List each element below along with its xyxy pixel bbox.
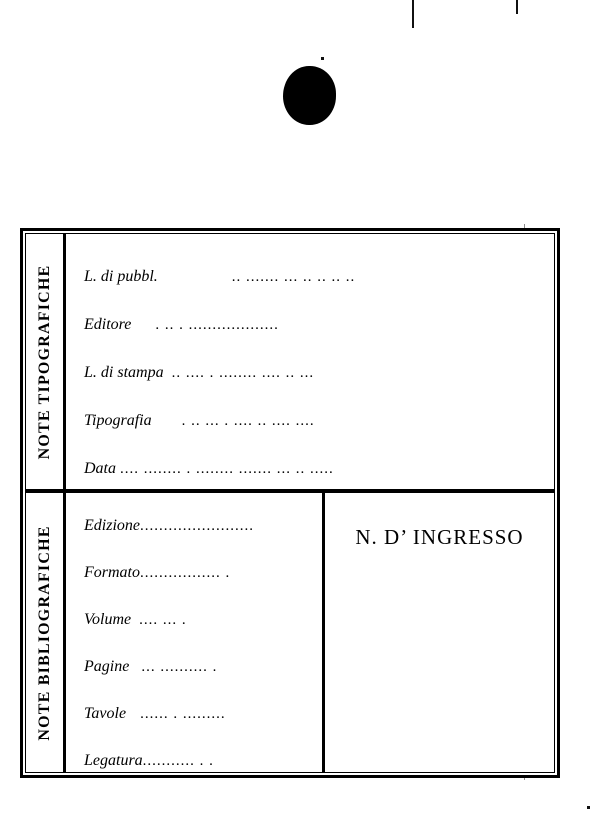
field-label-tipografia: Tipografia — [84, 412, 152, 429]
field-label-formato: Formato — [84, 564, 140, 581]
field-label-editore: Editore — [84, 316, 132, 333]
catalog-card — [20, 228, 560, 778]
field-dots-l-di-pubbl[interactable]: .. ....... ... .. .. .. .. — [231, 269, 356, 285]
field-row-editore — [84, 316, 546, 334]
field-row-pagine — [84, 658, 314, 676]
field-label-data: Data — [84, 460, 116, 477]
field-dots-legatura[interactable]: ........... . . — [142, 753, 214, 769]
scan-speck-bottom — [587, 806, 590, 809]
field-label-l-di-pubbl: L. di pubbl. — [84, 268, 158, 285]
section-note-tipografiche — [26, 234, 554, 493]
scan-registration-mark-left — [412, 0, 414, 28]
field-dots-editore[interactable]: . .. . ................... — [155, 317, 279, 333]
field-label-l-di-stampa: L. di stampa — [84, 364, 164, 381]
field-row-edizione — [84, 517, 314, 535]
field-dots-l-di-stampa[interactable]: .. .... . ........ .... .. ... — [171, 365, 315, 381]
field-row-data — [84, 460, 546, 478]
side-label-text: NOTE BIBLIOGRAFICHE — [35, 524, 53, 741]
field-row-l-di-pubbl — [84, 268, 546, 286]
field-label-pagine: Pagine — [84, 658, 130, 675]
field-dots-volume[interactable]: .... ... . — [139, 612, 187, 628]
field-dots-pagine[interactable]: ... .......... . — [141, 659, 218, 675]
side-label-note-bibliografiche — [26, 493, 66, 772]
field-row-volume — [84, 611, 314, 629]
field-dots-edizione[interactable]: ........................ — [140, 518, 254, 534]
field-dots-tavole[interactable]: ...... . ......... — [140, 706, 226, 722]
field-dots-tipografia[interactable]: . .. ... . .... .. .... .... — [181, 413, 315, 429]
scan-registration-mark-right — [516, 0, 518, 14]
field-label-volume: Volume — [84, 611, 132, 628]
field-row-l-di-stampa — [84, 364, 546, 382]
field-dots-formato[interactable]: ................. . — [140, 565, 231, 581]
fields-note-tipografiche — [66, 234, 554, 489]
side-label-text: NOTE TIPOGRAFICHE — [35, 264, 53, 459]
field-label-tavole: Tavole — [84, 705, 127, 722]
side-label-note-tipografiche — [26, 234, 66, 489]
field-label-legatura: Legatura — [84, 752, 143, 769]
field-row-legatura — [84, 752, 314, 770]
ink-blob — [283, 66, 336, 125]
catalog-card-inner-border — [25, 233, 555, 773]
field-row-tavole — [84, 705, 314, 723]
field-row-tipografia — [84, 412, 546, 430]
scan-speck — [321, 57, 324, 60]
ingresso-title: N. D’ INGRESSO — [355, 525, 524, 549]
field-dots-data[interactable]: .... ........ . ........ ....... ... .. ..... — [120, 461, 334, 477]
ingresso-box[interactable] — [322, 493, 554, 772]
field-row-formato — [84, 564, 314, 582]
field-label-edizione: Edizione — [84, 517, 140, 534]
section-note-bibliografiche — [26, 493, 554, 772]
fields-note-bibliografiche — [66, 493, 322, 772]
